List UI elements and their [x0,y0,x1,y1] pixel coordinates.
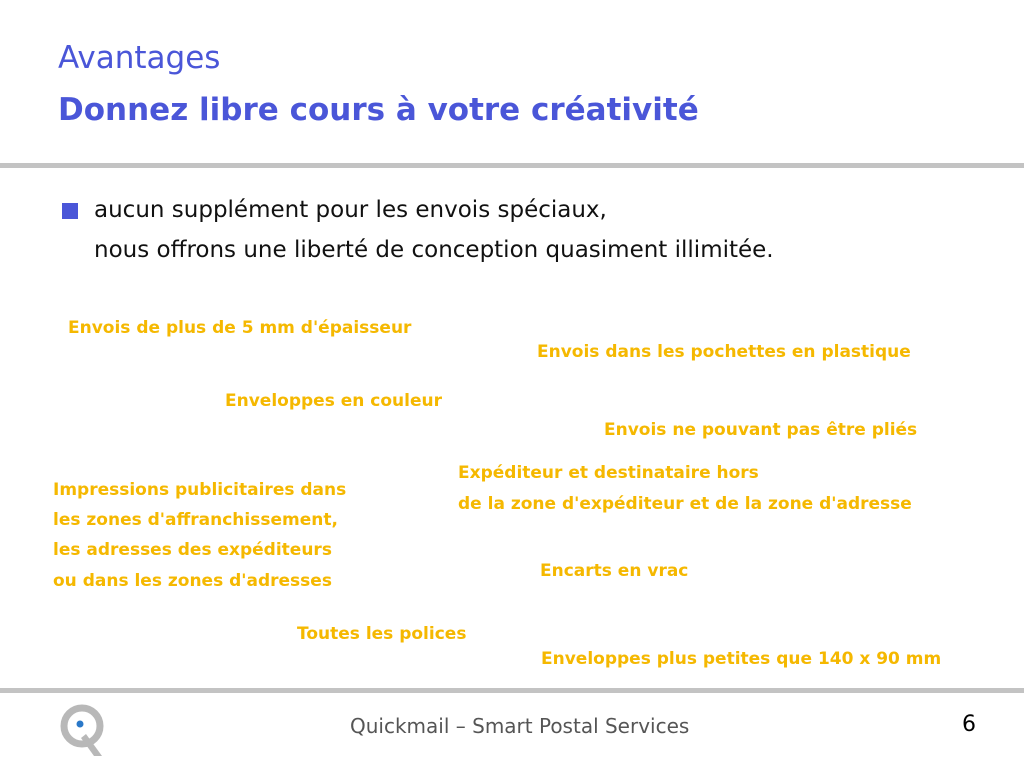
feature-print-line-1: Impressions publicitaires dans [53,480,347,500]
feature-plastic: Envois dans les pochettes en plastique [537,342,911,362]
feature-nofold: Envois ne pouvant pas être pliés [604,420,918,440]
feature-inserts: Encarts en vrac [540,561,689,581]
feature-small: Enveloppes plus petites que 140 x 90 mm [541,649,942,669]
feature-print-line-4: ou dans les zones d'adresses [53,571,332,591]
feature-fonts: Toutes les polices [297,624,467,644]
page-number: 6 [962,712,976,737]
top-divider [0,163,1024,168]
footer-text: Quickmail – Smart Postal Services [350,714,690,738]
bottom-divider [0,688,1024,693]
feature-print-line-2: les zones d'affranchissement, [53,510,338,530]
feature-color: Enveloppes en couleur [225,391,442,411]
feature-thickness: Envois de plus de 5 mm d'épaisseur [68,318,412,338]
body-text-line-2: nous offrons une liberté de conception quasiment illimitée. [94,237,774,263]
feature-sender-line-2: de la zone d'expéditeur et de la zone d'adresse [458,494,912,514]
body-text-line-1: aucun supplément pour les envois spéciaux, [94,197,607,223]
quickmail-logo-icon [58,702,110,758]
slide-title: Donnez libre cours à votre créativité [58,92,699,128]
feature-sender-line-1: Expéditeur et destinataire hors [458,463,759,483]
slide-section-title: Avantages [58,40,221,76]
feature-print-line-3: les adresses des expéditeurs [53,540,332,560]
square-bullet-icon [62,203,78,219]
